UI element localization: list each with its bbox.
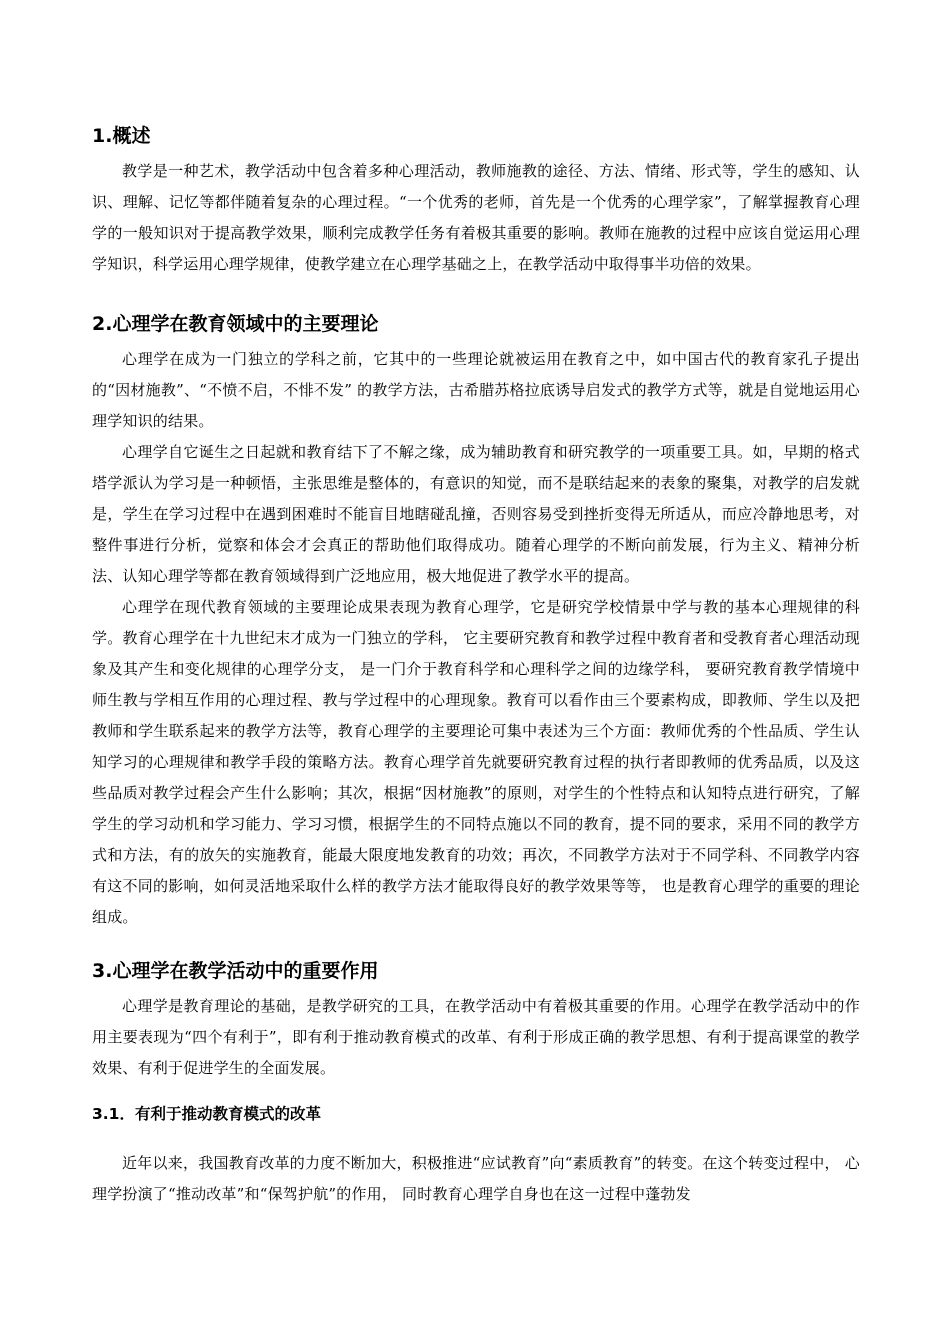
section-3-paragraph-1: 心理学是教育理论的基础，是教学研究的工具，在教学活动中有着极其重要的作用。心理学在教学活动中的作用主要表现为“四个有利于”，即有利于推动教育模式的改革、有利于形成正确的教学思想、有利于提高课堂的教学效果、有利于促进学生的全面发展。 xyxy=(92,997,860,1077)
subsection-3-1-heading: 3.1．有利于推动教育模式的改革 xyxy=(92,1105,321,1123)
section-2-paragraph-3: 心理学在现代教育领域的主要理论成果表现为教育心理学，它是研究学校情景中学与教的基本心理规律的科学。教育心理学在十九世纪末才成为一门独立的学科， 它主要研究教育和教学过程中教育者和受教育者心理活动现象及其产生和变化规律的心理学分支， 是一门介于教育科学和心理科学之间的边缘学科， 要研究教育教学情境中师生教与学相互作用的心理过程、教与学过程中的心理现象。教育可以看作由三个要素构成，即教师、学生以及把教师和学生联系起来的教学方法等，教育心理学的主要理论可集中表述为三个方面：教师优秀的个性品质、学生认知学习的心理规律和教学手段的策略方法。教育心理学首先就要研究教育过程的执行者即教师的优秀品质，以及这些品质对教学过程会产生什么影响；其次，根据“因材施教”的原则，对学生的个性特点和认知特点进行研究，了解学生的学习动机和学习能力、学习习惯，根据学生的不同特点施以不同的教育，提不同的要求，采用不同的教学方式和方法，有的放矢的实施教育，能最大限度地发教育的功效；再次，不同教学方法对于不同学科、不同教学内容有这不同的影响，如何灵活地采取什么样的教学方法才能取得良好的教学效果等等， 也是教育心理学的重要的理论组成。 xyxy=(92,598,860,926)
section-2-heading: 2.心理学在教育领域中的主要理论 xyxy=(92,313,379,335)
subsection-3-1-paragraph-1: 近年以来，我国教育改革的力度不断加大，积极推进“应试教育”向“素质教育”的转变。在这个转变过程中， 心理学扮演了“推动改革”和“保驾护航”的作用， 同时教育心理学自身也在这一过程中蓬勃发 xyxy=(92,1154,860,1203)
document-body xyxy=(92,122,860,1210)
section-1-paragraph-1: 教学是一种艺术，教学活动中包含着多种心理活动，教师施教的途径、方法、情绪、形式等，学生的感知、认识、理解、记忆等都伴随着复杂的心理过程。“一个优秀的老师，首先是一个优秀的心理学家”，了解掌握教育心理学的一般知识对于提高教学效果，顺利完成教学任务有着极其重要的影响。教师在施教的过程中应该自觉运用心理学知识，科学运用心理学规律，使教学建立在心理学基础之上，在教学活动中取得事半功倍的效果。 xyxy=(92,162,860,273)
section-2-paragraph-1: 心理学在成为一门独立的学科之前，它其中的一些理论就被运用在教育之中，如中国古代的教育家孔子提出的“因材施教”、“不愤不启，不悱不发” 的教学方法，古希腊苏格拉底诱导启发式的教学方式等，就是自觉地运用心理学知识的结果。 xyxy=(92,350,860,430)
section-2-paragraph-2: 心理学自它诞生之日起就和教育结下了不解之缘，成为辅助教育和研究教学的一项重要工具。如，早期的格式塔学派认为学习是一种顿悟，主张思维是整体的，有意识的知觉，而不是联结起来的表象的聚集，对教学的启发就是，学生在学习过程中在遇到困难时不能盲目地瞎碰乱撞，否则容易受到挫折变得无所适从，而应冷静地思考，对整件事进行分析，觉察和体会才会真正的帮助他们取得成功。随着心理学的不断向前发展，行为主义、精神分析法、认知心理学等都在教育领域得到广泛地应用，极大地促进了教学水平的提高。 xyxy=(92,443,860,585)
section-3-heading: 3.心理学在教学活动中的重要作用 xyxy=(92,960,379,982)
section-1-heading: 1.概述 xyxy=(92,125,151,147)
